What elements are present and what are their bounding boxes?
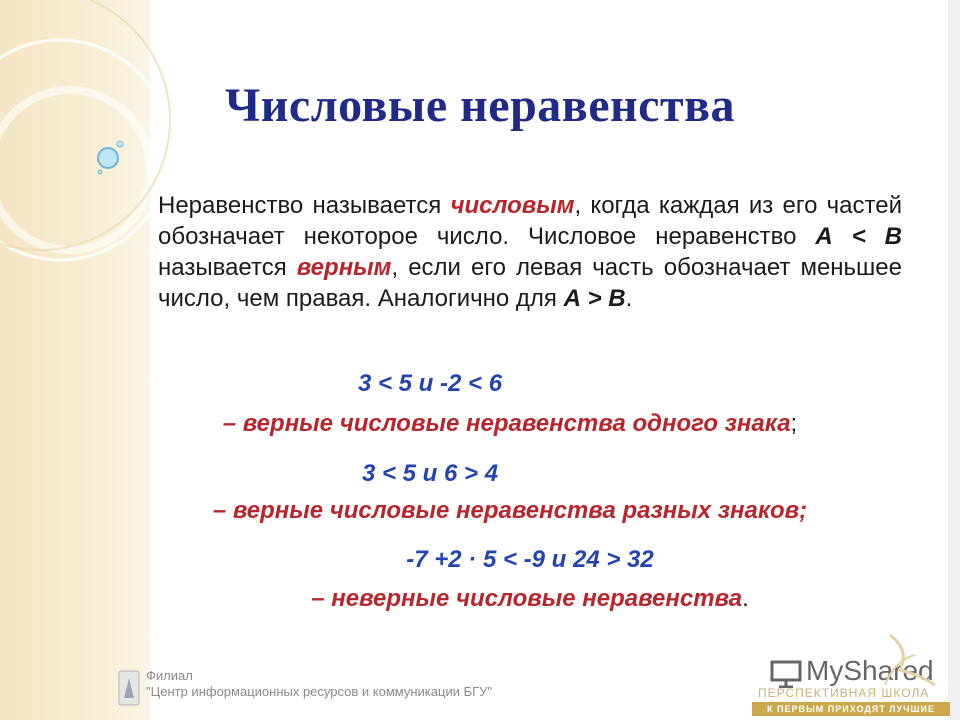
definition-text-3: называется <box>158 254 297 281</box>
example-2-math: 3 < 5 и 6 > 4 <box>361 460 499 487</box>
footer-line-1: Филиал <box>146 668 193 683</box>
presentation-icon <box>770 660 804 688</box>
footer-line-2: "Центр информационных ресурсов и коммуникации БГУ" <box>146 684 493 699</box>
definition-text-5: . <box>625 285 633 312</box>
example-2-note: – верные числовые неравенства разных знаков <box>212 497 800 524</box>
definition-text-4: , если его левая часть обозначает меньшее число, чем правая. Аналогично для <box>158 254 903 312</box>
example-3-note-line <box>50 585 960 613</box>
example-2-note-line <box>30 497 960 525</box>
school-name: ПЕРСПЕКТИВНАЯ ШКОЛА <box>758 686 930 700</box>
example-2-end: ; <box>799 497 808 524</box>
example-3-end: . <box>742 585 749 612</box>
school-slogan: К ПЕРВЫМ ПРИХОДЯТ ЛУЧШИЕ <box>752 702 950 716</box>
term-true: верным <box>296 254 392 281</box>
example-3-math: -7 +2 · 5 < -9 и 24 > 32 <box>406 546 654 573</box>
inequality-a-greater-b: А > В <box>563 285 626 312</box>
definition-text-1: Неравенство называется <box>158 192 451 219</box>
term-numeric: числовым <box>450 192 575 219</box>
example-3-note: – неверные числовые неравенства <box>311 585 743 612</box>
myshared-watermark: MyShared <box>806 655 934 686</box>
example-1-note-line <box>30 410 960 438</box>
definition-text-2: , когда каждая из его частей обозначает некоторое число. Числовое неравенство <box>158 192 903 250</box>
inequality-a-less-b: А < В <box>815 223 903 250</box>
bgu-logo-icon <box>118 670 140 706</box>
example-1-math: 3 < 5 и -2 < 6 <box>357 370 503 397</box>
example-1-end: ; <box>790 410 798 437</box>
example-1-note: – верные числовые неравенства одного знака <box>222 410 791 437</box>
footer-credit <box>146 668 492 700</box>
school-emblem-icon <box>840 630 940 690</box>
slide-title: Числовые неравенства <box>225 79 735 132</box>
definition-paragraph <box>158 190 902 314</box>
